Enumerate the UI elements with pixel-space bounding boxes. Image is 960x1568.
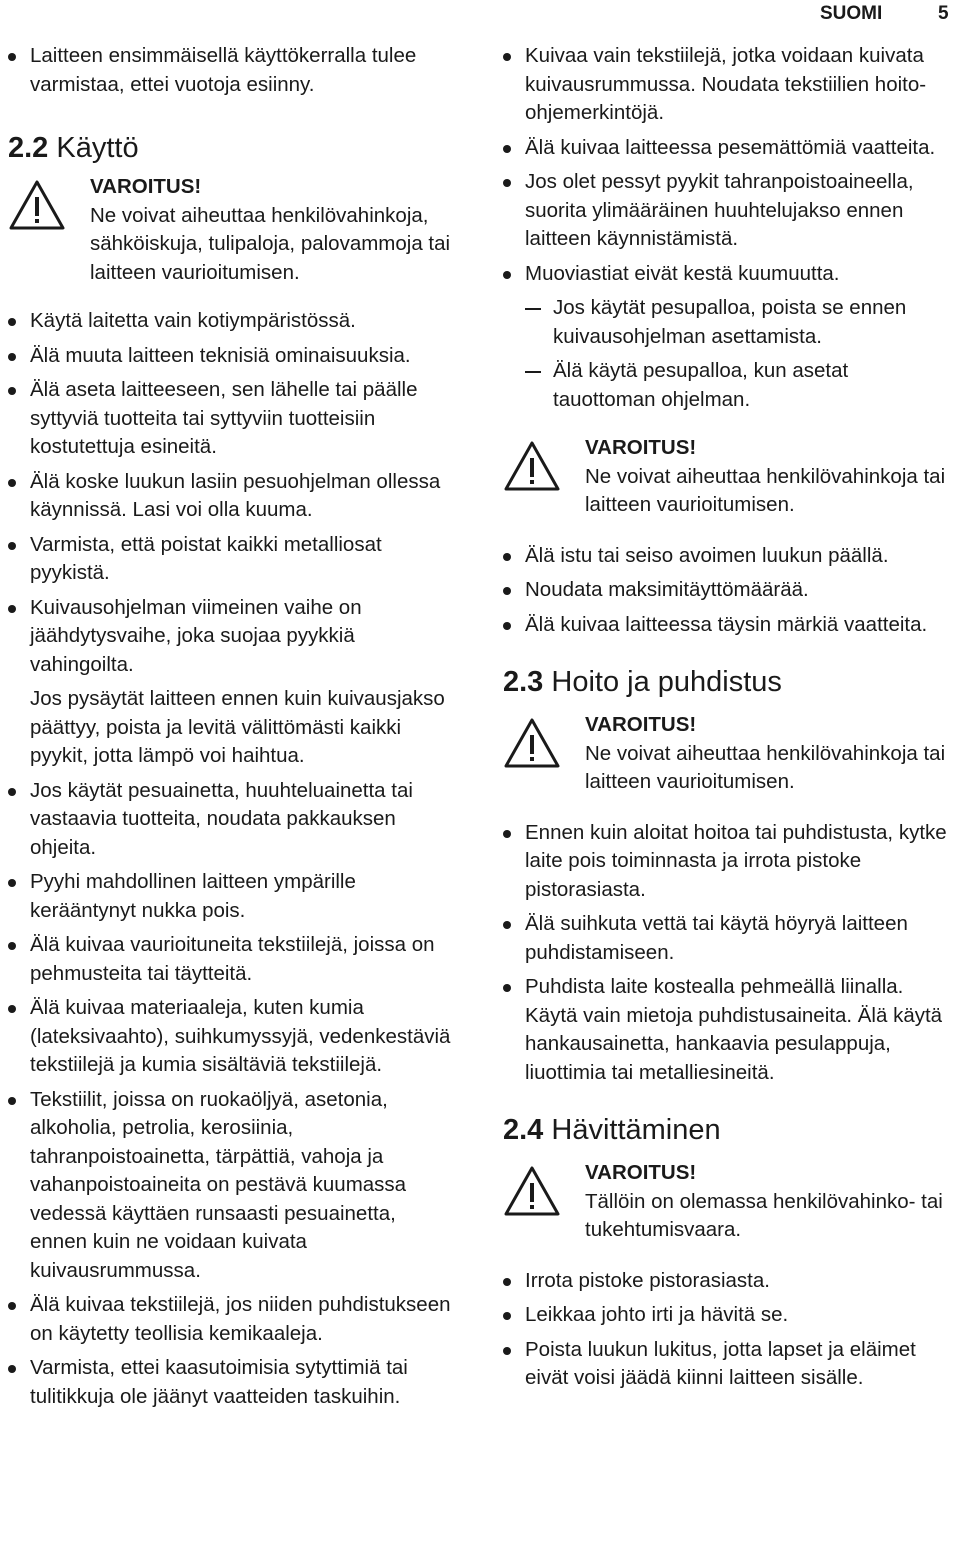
list-item: Älä aseta laitteeseen, sen lähelle tai päälle syttyviä tuotteita tai syttyviin tuotteisiin kostutettuja esineitä. — [8, 376, 458, 462]
warning-box — [8, 173, 458, 287]
list-item: Älä kuivaa tekstiilejä, jos niiden puhdistukseen on käytetty teollisia kemikaaleja. — [8, 1291, 458, 1348]
disposal-list — [503, 1267, 953, 1393]
note-paragraph: Jos pysäytät laitteen ennen kuin kuivausjakso päättyy, poista ja levitä välittömästi kaikki pyykit, jotta lämpö voi haihtua. — [30, 687, 445, 767]
dash-item: Älä käytä pesupalloa, kun asetat tauottoman ohjelman. — [525, 357, 953, 414]
list-item: Käytä laitetta vain kotiympäristössä. — [8, 307, 458, 336]
usage-list-a — [8, 307, 458, 679]
list-item: Ennen kuin aloitat hoitoa tai puhdistusta, kytke laite pois toiminnasta ja irrota pistoke pistorasiasta. — [503, 819, 953, 905]
warning-title: VAROITUS! — [90, 175, 202, 198]
warning-title: VAROITUS! — [585, 1161, 697, 1184]
list-item: Kuivaa vain tekstiilejä, jotka voidaan kuivata kuivausrummussa. Noudata tekstiilien hoito-ohjemerkintöjä. — [503, 42, 953, 128]
warning-text: Tällöin on olemassa henkilövahinko- tai tukehtumisvaara. — [585, 1189, 943, 1241]
warning-text: Ne voivat aiheuttaa henkilövahinkoja, sähköiskuja, tulipaloja, palovammoja tai laitteen vaurioitumisen. — [90, 203, 451, 284]
list-item: Älä muuta laitteen teknisiä ominaisuuksia. — [8, 342, 458, 371]
usage-list-d — [503, 542, 953, 640]
left-column — [8, 42, 458, 1417]
warning-triangle-icon — [8, 179, 66, 231]
usage-list-b — [8, 777, 458, 1412]
section-heading-2-4 — [503, 1113, 953, 1147]
warning-box — [503, 711, 953, 797]
list-item: Laitteen ensimmäisellä käyttökerralla tulee varmistaa, ettei vuotoja esiinny. — [8, 42, 458, 99]
list-item: Poista luukun lukitus, jotta lapset ja eläimet eivät voisi jäädä kiinni laitteen sisälle. — [503, 1336, 953, 1393]
intro-list — [8, 42, 458, 99]
warning-text: Ne voivat aiheuttaa henkilövahinkoja tai laitteen vaurioitumisen. — [585, 741, 946, 793]
warning-triangle-icon — [503, 717, 561, 769]
section-title: Käyttö — [56, 132, 139, 164]
warning-triangle-icon — [503, 1165, 561, 1217]
section-number: 2.4 — [503, 1114, 544, 1146]
warning-box — [503, 434, 953, 520]
list-item: Älä kuivaa materiaaleja, kuten kumia (lateksivaahto), suihkumyssyjä, vedenkestäviä tekstiilejä ja kumia sisältäviä tekstiilejä. — [8, 994, 458, 1080]
section-title: Hävittäminen — [551, 1114, 721, 1146]
warning-text: Ne voivat aiheuttaa henkilövahinkoja tai laitteen vaurioitumisen. — [585, 464, 946, 516]
dash-list — [503, 294, 953, 414]
care-list — [503, 819, 953, 1088]
right-column — [503, 42, 953, 1399]
warning-title: VAROITUS! — [585, 713, 697, 736]
list-item: Kuivausohjelman viimeinen vaihe on jäähdytysvaihe, joka suojaa pyykkiä vahingoilta. — [8, 594, 458, 680]
section-number: 2.3 — [503, 666, 544, 698]
warning-box — [503, 1159, 953, 1245]
list-item: Älä koske luukun lasiin pesuohjelman ollessa käynnissä. Lasi voi olla kuuma. — [8, 468, 458, 525]
list-item: Älä kuivaa vaurioituneita tekstiilejä, joissa on pehmusteita tai täytteitä. — [8, 931, 458, 988]
list-item: Irrota pistoke pistorasiasta. — [503, 1267, 953, 1296]
section-number: 2.2 — [8, 132, 49, 164]
list-item: Älä kuivaa laitteessa pesemättömiä vaatteita. — [503, 134, 953, 163]
list-item: Älä suihkuta vettä tai käytä höyryä laitteen puhdistamiseen. — [503, 910, 953, 967]
list-item: Leikkaa johto irti ja hävitä se. — [503, 1301, 953, 1330]
list-item: Jos olet pessyt pyykit tahranpoistoaineella, suorita ylimääräinen huuhtelujakso ennen laitteen käynnistämistä. — [503, 168, 953, 254]
usage-list-c — [503, 42, 953, 288]
list-item: Muoviastiat eivät kestä kuumuutta. — [503, 260, 953, 289]
language-label: SUOMI — [820, 3, 883, 24]
list-item: Älä istu tai seiso avoimen luukun päällä. — [503, 542, 953, 571]
section-title: Hoito ja puhdistus — [551, 666, 782, 698]
list-item: Älä kuivaa laitteessa täysin märkiä vaatteita. — [503, 611, 953, 640]
page-number: 5 — [938, 3, 949, 24]
section-heading-2-2 — [8, 131, 458, 165]
list-item: Pyyhi mahdollinen laitteen ympärille kerääntynyt nukka pois. — [8, 868, 458, 925]
list-item: Varmista, ettei kaasutoimisia sytyttimiä tai tulitikkuja ole jäänyt vaatteiden taskuihin. — [8, 1354, 458, 1411]
section-heading-2-3 — [503, 665, 953, 699]
list-item: Jos käytät pesuainetta, huuhteluainetta tai vastaavia tuotteita, noudata pakkauksen ohjeita. — [8, 777, 458, 863]
list-item: Tekstiilit, joissa on ruokaöljyä, asetonia, alkoholia, petrolia, kerosiinia, tahranpoistoainetta, tärpättiä, vahoja ja vahanpoistoaineita on pestävä kuumassa vedessä käyttäen runsaasti pesuainetta, ennen kuin ne voidaan kuivata kuivausrummussa. — [8, 1086, 458, 1286]
dash-item: Jos käytät pesupalloa, poista se ennen kuivausohjelman asettamista. — [525, 294, 953, 351]
warning-triangle-icon — [503, 440, 561, 492]
list-item: Noudata maksimitäyttömäärää. — [503, 576, 953, 605]
list-item: Varmista, että poistat kaikki metalliosat pyykistä. — [8, 531, 458, 588]
warning-title: VAROITUS! — [585, 436, 697, 459]
list-item: Puhdista laite kostealla pehmeällä liinalla. Käytä vain mietoja puhdistusaineita. Älä käytä hankausainetta, hankaavia pesulappuja, liuottimia tai metalliesineitä. — [503, 973, 953, 1087]
